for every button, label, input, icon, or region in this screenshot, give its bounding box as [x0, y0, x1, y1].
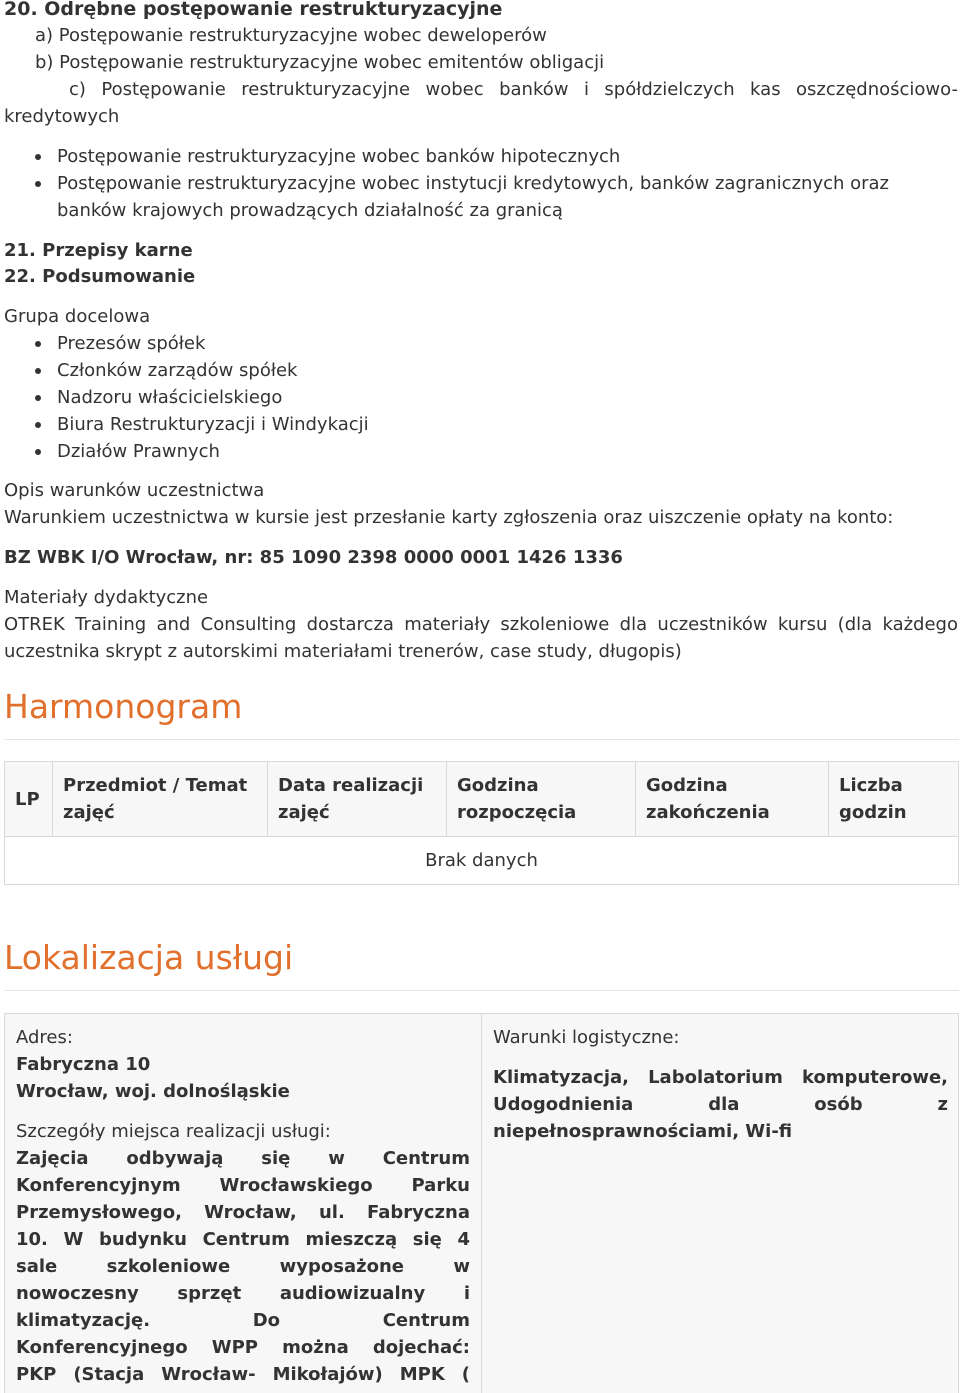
list-item-text: Postępowanie restrukturyzacyjne wobec instytucji kredytowych, banków zagranicznych oraz	[57, 173, 890, 194]
details-line: 10. W budynku Centrum mieszczą się 4	[16, 1229, 470, 1250]
column-header-hours: Liczba godzin	[829, 762, 959, 837]
bullet-icon	[35, 181, 41, 187]
details-line: Przemysłowego, Wrocław, ul. Fabryczna	[16, 1202, 470, 1223]
list-item	[0, 170, 889, 197]
column-header-start-time: Godzina rozpoczęcia	[447, 762, 636, 837]
materials-heading: Materiały dydaktyczne	[4, 587, 209, 608]
details-line: Konferencyjnym Wrocławskiego Parku	[16, 1175, 470, 1196]
list-item-text: Działów Prawnych	[57, 441, 220, 462]
section-divider	[4, 990, 959, 991]
column-header-subject: Przedmiot / Temat zajęć	[53, 762, 268, 837]
list-item	[0, 357, 369, 384]
details-line: klimatyzację. Do Centrum	[16, 1310, 470, 1331]
list-item-text: Nadzoru właścicielskiego	[57, 387, 283, 408]
list-item-text: Prezesów spółek	[57, 333, 206, 354]
bullet-icon	[35, 422, 41, 428]
bullet-icon	[35, 395, 41, 401]
details-line: Konferencyjnego WPP można dojechać:	[16, 1337, 470, 1358]
target-group-list	[0, 330, 369, 465]
list-item	[0, 384, 369, 411]
program-item-22: 22. Podsumowanie	[4, 266, 196, 287]
target-group-heading: Grupa docelowa	[4, 306, 151, 327]
conditions-heading: Opis warunków uczestnictwa	[4, 480, 265, 501]
address-label: Adres:	[16, 1027, 73, 1048]
logistics-line: niepełnosprawnościami, Wi-fi	[493, 1121, 793, 1142]
column-header-lp: LP	[5, 762, 53, 837]
bullet-icon	[35, 368, 41, 374]
materials-text-line2: uczestnika skrypt z autorskimi materiałami trenerów, case study, długopis)	[4, 641, 682, 662]
location-title: Lokalizacja usługi	[4, 938, 294, 977]
list-item	[0, 438, 369, 465]
bullet-icon	[35, 341, 41, 347]
conditions-text: Warunkiem uczestnictwa w kursie jest przesłanie karty zgłoszenia oraz uiszczenie opłaty na konto:	[4, 507, 894, 528]
list-item-text: Członków zarządów spółek	[57, 360, 298, 381]
logistics-line: Klimatyzacja, Labolatorium komputerowe,	[493, 1067, 948, 1088]
schedule-title: Harmonogram	[4, 687, 243, 726]
details-line: nowoczesny sprzęt audiowizualny i	[16, 1283, 470, 1304]
address-line2: Wrocław, woj. dolnośląskie	[16, 1081, 290, 1102]
program-item-20-title: 20. Odrębne postępowanie restrukturyzacyjne	[4, 0, 503, 20]
list-item-continuation	[0, 197, 889, 224]
program-item-20a: a) Postępowanie restrukturyzacyjne wobec deweloperów	[35, 25, 547, 46]
table-row	[5, 837, 959, 885]
program-item-20c-bullets	[0, 143, 889, 224]
materials-text-line1: OTREK Training and Consulting dostarcza materiały szkoleniowe dla uczestników kursu (dla każdego	[4, 614, 958, 635]
program-item-21: 21. Przepisy karne	[4, 240, 193, 261]
program-item-20b: b) Postępowanie restrukturyzacyjne wobec emitentów obligacji	[35, 52, 605, 73]
details-line: Zajęcia odbywają się w Centrum	[16, 1148, 470, 1169]
program-item-20c-line1: c) Postępowanie restrukturyzacyjne wobec banków i spółdzielczych kas oszczędnościowo-	[69, 79, 958, 100]
list-item-text: Postępowanie restrukturyzacyjne wobec banków hipotecznych	[57, 146, 621, 167]
program-item-20c-line2: kredytowych	[4, 106, 120, 127]
schedule-table	[4, 761, 959, 885]
list-item	[0, 143, 889, 170]
list-item	[0, 411, 369, 438]
bullet-icon	[35, 449, 41, 455]
details-line: sale szkoleniowe wyposażone w	[16, 1256, 470, 1277]
details-label: Szczegóły miejsca realizacji usługi:	[16, 1121, 331, 1142]
table-header-row	[5, 762, 959, 837]
list-item-text: banków krajowych prowadzących działalność za granicą	[57, 200, 563, 221]
column-header-end-time: Godzina zakończenia	[636, 762, 829, 837]
location-address-panel	[4, 1013, 482, 1393]
logistics-line: Udogodnienia dla osób z	[493, 1094, 948, 1115]
empty-state-cell: Brak danych	[5, 837, 959, 885]
list-item	[0, 330, 369, 357]
location-logistics-panel	[481, 1013, 959, 1393]
details-line: PKP (Stacja Wrocław- Mikołajów) MPK (	[16, 1364, 470, 1385]
list-item-text: Biura Restrukturyzacji i Windykacji	[57, 414, 369, 435]
address-line1: Fabryczna 10	[16, 1054, 151, 1075]
bullet-icon	[35, 154, 41, 160]
bank-account: BZ WBK I/O Wrocław, nr: 85 1090 2398 0000 0001 1426 1336	[4, 547, 623, 568]
logistics-label: Warunki logistyczne:	[493, 1027, 680, 1048]
section-divider	[4, 739, 959, 740]
column-header-date: Data realizacji zajęć	[268, 762, 447, 837]
